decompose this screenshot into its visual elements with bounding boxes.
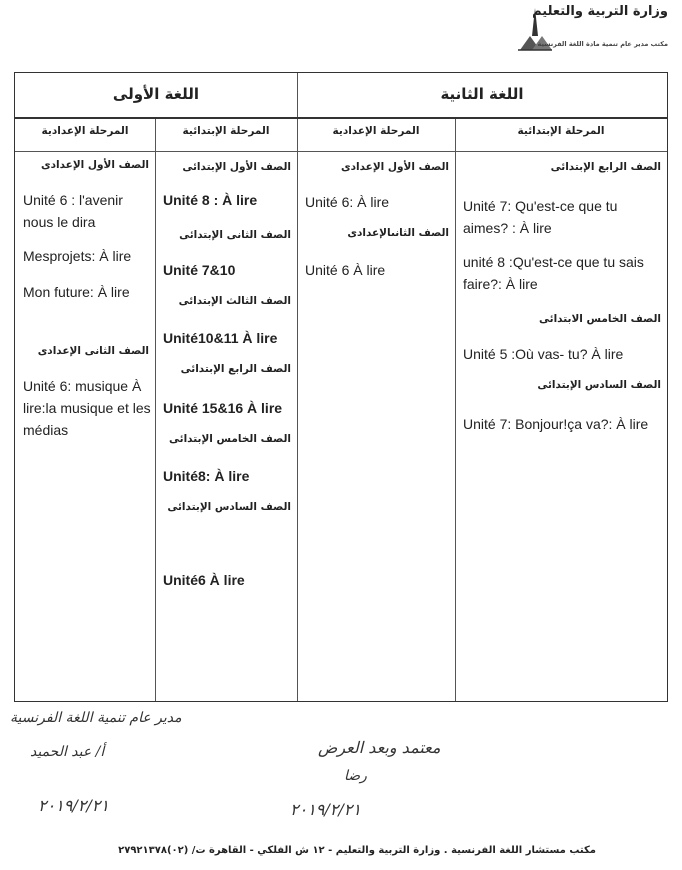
unit-entry: Unité8: À lire	[163, 468, 250, 484]
second-lang-prep-header: المرحلة الإعدادية	[332, 125, 420, 137]
first-lang-prep-header: المرحلة الإعدادية	[41, 125, 129, 137]
ministry-name: وزارة التربية والتعليم	[532, 4, 668, 19]
grade-label: الصف السادس الإبتدائى	[537, 379, 661, 391]
grade-label: الصف الأول الإعدادى	[340, 161, 449, 173]
ministry-logo	[518, 4, 668, 58]
grade-label: الصف الثانىالإعدادى	[347, 227, 449, 239]
grade-label: الصف الأول الإعدادى	[40, 159, 149, 171]
unit-entry: Unité 6: À lire	[305, 194, 390, 210]
signature-right-date: ٢٠١٩/٢/٢١	[290, 800, 361, 819]
grade-label: الصف الخامس الابتدائى	[539, 313, 661, 325]
signature-left-name: أ/ عبد الحميد	[30, 744, 105, 760]
grade-label: الصف الأول الإبتدائى	[182, 161, 291, 173]
grade-label: الصف الرابع الإبتدائى	[180, 363, 291, 375]
unit-entry: Unité 8 : À lire	[163, 192, 258, 208]
first-lang-primary-column	[155, 73, 297, 701]
unit-entry: Unité 7: Qu'est-ce que tu aimes? : À lire	[463, 198, 618, 236]
unit-entry: Unité 7: Bonjour!ça va?: À lire	[463, 416, 649, 432]
first-language-title: اللغة الأولى	[112, 85, 200, 103]
unit-entry: Unité10&11 À lire	[163, 330, 278, 346]
signature-right-name: رضا	[344, 768, 367, 784]
grade-label: الصف الثانى الإبتدائى	[179, 229, 291, 241]
unit-entry: Unité 6 À lire	[305, 262, 386, 278]
first-lang-primary-header: المرحلة الإبتدائية	[182, 125, 270, 137]
unit-entry: Unité 15&16 À lire	[163, 400, 283, 416]
grade-label: الصف السادس الإبتدائى	[167, 501, 291, 513]
grade-label: الصف الثالث الإبتدائى	[178, 295, 291, 307]
second-language-title: اللغة الثانية	[440, 85, 524, 103]
unit-entry: Unité 7&10	[163, 262, 236, 278]
grade-label: الصف الخامس الإبتدائى	[169, 433, 291, 445]
second-lang-primary-column	[455, 73, 667, 701]
unit-entry: Mon future: À lire	[23, 284, 130, 300]
unit-entry: Unité6 À lire	[163, 572, 245, 588]
unit-entry: Unité 6: musique À lire:la musique et les médias	[23, 378, 151, 438]
grade-label: الصف الثانى الإعدادى	[37, 345, 149, 357]
signature-left-date: ٢٠١٩/٢/٢١	[38, 796, 109, 815]
second-lang-prep-column	[297, 73, 455, 701]
signature-left-title: مدير عام تنمية اللغة الفرنسية	[10, 710, 182, 726]
grade-label: الصف الرابع الإبتدائى	[550, 161, 661, 173]
second-lang-primary-header: المرحلة الإبتدائية	[517, 125, 605, 137]
unit-entry: unité 8 :Qu'est-ce que tu sais faire?: À lire	[463, 254, 644, 292]
footer-address: مكتب مستشار اللغة الفرنسية . وزارة التربية والتعليم - ١٢ ش الفلكي - القاهرة ت/ (٠٢)٢٧٩٢١٣٧٨	[118, 845, 596, 856]
unit-entry: Mesprojets: À lire	[23, 248, 132, 264]
first-lang-prep-column	[15, 73, 155, 701]
signature-right-title: معتمد وبعد العرض	[318, 738, 441, 757]
unit-entry: Unité 5 :Où vas- tu? À lire	[463, 346, 624, 362]
unit-entry: Unité 6 : l'avenir nous le dira	[23, 192, 123, 230]
curriculum-table	[14, 72, 668, 702]
office-subline: مكتب مدير عام تنمية مادة اللغة الفرنسية	[537, 40, 668, 48]
